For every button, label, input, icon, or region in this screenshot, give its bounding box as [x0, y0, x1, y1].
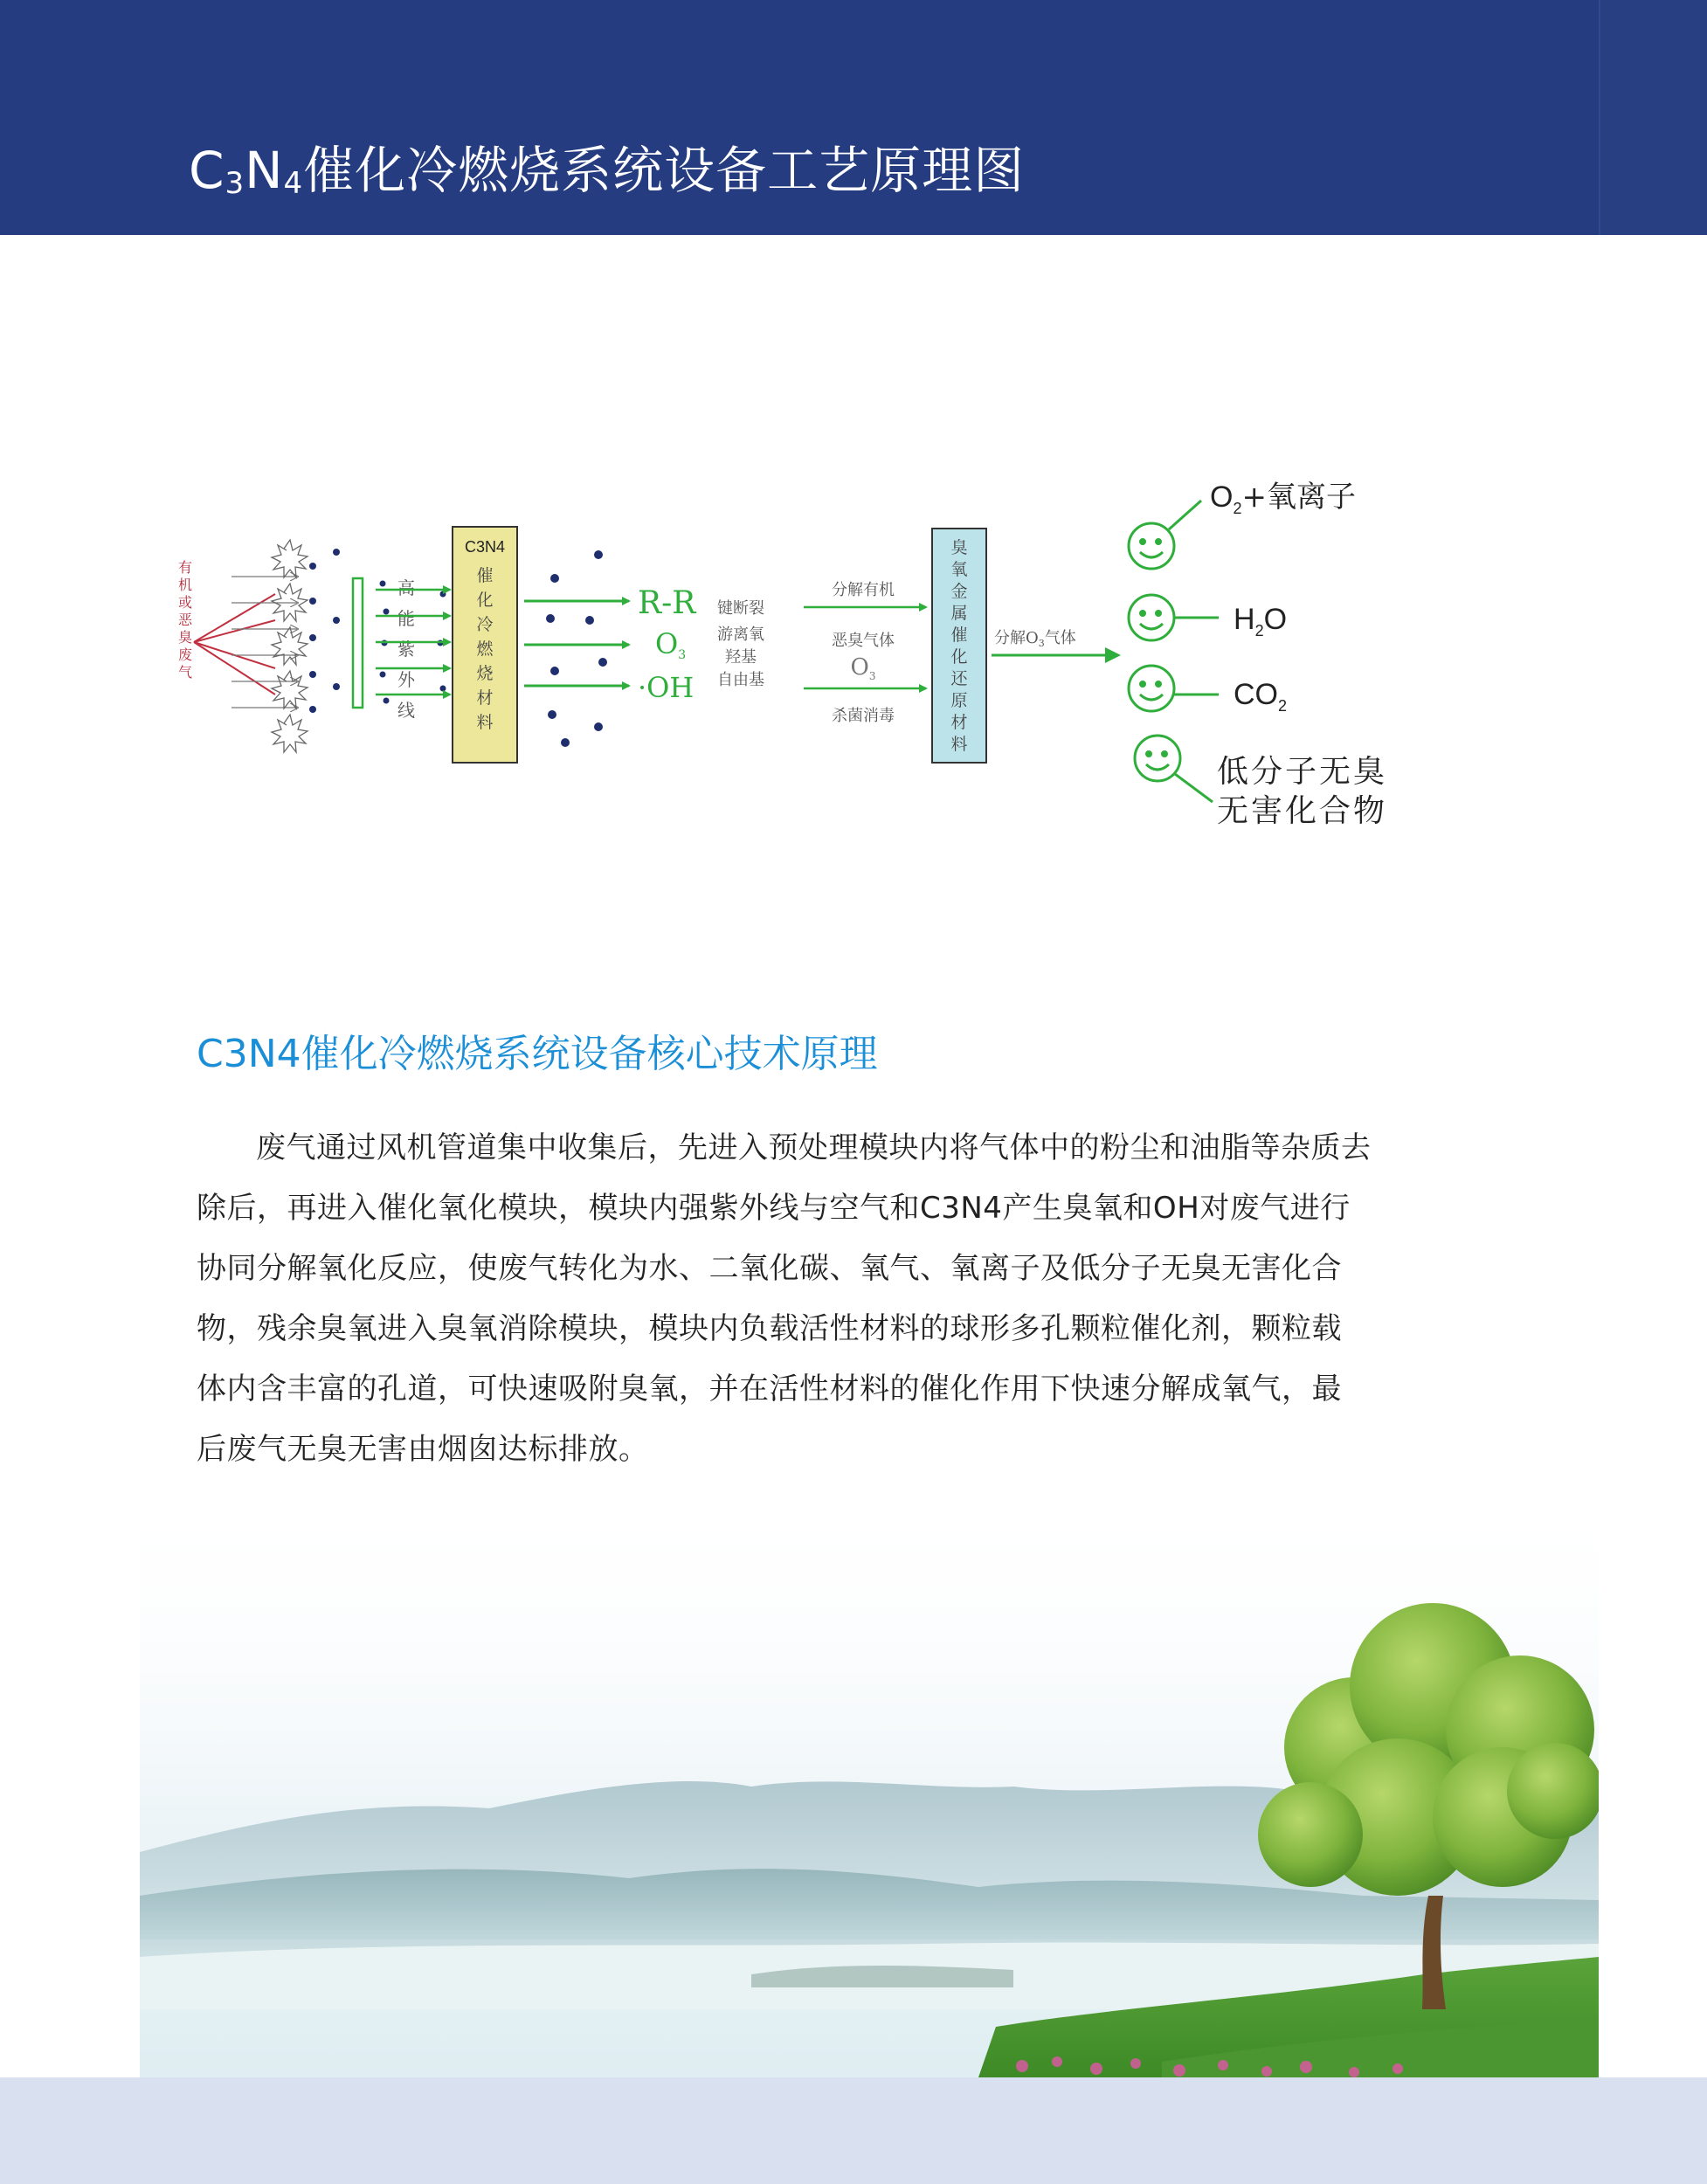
svg-text:杀菌消毒: 杀菌消毒 — [832, 707, 895, 725]
svg-text:CO2: $CO_2$ — [1234, 678, 1288, 715]
svg-text:游离氧: 游离氧 — [717, 625, 764, 644]
radical-description — [717, 599, 764, 689]
footer-band — [0, 2077, 1707, 2184]
svg-text:原: 原 — [950, 691, 968, 710]
svg-text:有: 有 — [177, 559, 193, 576]
c3n4-material-box — [453, 527, 517, 763]
svg-text:O3: O3 — [655, 627, 687, 662]
output-arrow-label: 分解$O_3$气体 — [994, 629, 1076, 649]
uv-label — [397, 577, 416, 721]
landscape-illustration — [140, 1485, 1599, 2077]
svg-text:高: 高 — [397, 577, 415, 598]
process-diagram — [157, 472, 1441, 874]
svg-text:·OH: ·OH — [638, 671, 695, 704]
body-paragraph-block — [197, 1118, 1372, 1480]
svg-text:氧: 氧 — [950, 560, 968, 579]
svg-text:C3N4: C3N4 — [464, 538, 506, 556]
header-edge-strip — [1599, 0, 1707, 235]
svg-text:材: 材 — [476, 688, 494, 708]
smiley-icon-o2 — [1129, 501, 1201, 569]
svg-text:废: 废 — [177, 646, 193, 663]
svg-text:能: 能 — [397, 608, 415, 629]
decomposition-description — [832, 581, 895, 725]
smiley-icons — [1129, 501, 1219, 802]
radical-arrows — [524, 601, 629, 686]
svg-text:催: 催 — [950, 625, 968, 645]
page-title: C3N4催化冷燃烧系统设备工艺原理图 — [189, 141, 1026, 201]
svg-text:O2+氧离子: $O_2+$氧离子 — [1210, 480, 1356, 517]
svg-text:烧: 烧 — [476, 664, 494, 683]
svg-text:化: 化 — [476, 591, 494, 610]
waste-gas-label — [178, 559, 193, 681]
svg-text:恶: 恶 — [177, 612, 193, 628]
svg-text:或: 或 — [177, 594, 193, 611]
svg-text:臭: 臭 — [950, 538, 968, 557]
uv-lamp — [353, 578, 363, 708]
svg-text:属: 属 — [950, 604, 968, 623]
ozone-catalyst-box — [932, 529, 986, 763]
section-heading: C3N4催化冷燃烧系统设备核心技术原理 — [197, 1032, 878, 1076]
svg-text:金: 金 — [950, 582, 968, 601]
smiley-icon-h2o — [1129, 595, 1219, 640]
body-paragraph: 废气通过风机管道集中收集后，先进入预处理模块内将气体中的粉尘和油脂等杂质去除后，再进入催化氧化模块，模块内强紫外线与空气和C3N4产生臭氧和OH对废气进行协同分解氧化反应，使废气转化为水、二氧化碳、氧气、氧离子及低分子无臭无害化合物，残余臭氧进入臭氧消除模块，模块内负载活性材料的球形多孔颗粒催化剂，颗粒载体内含丰富的孔道，可快速吸附臭氧，并在活性材料的催化作用下快速分解成氧气，最后废气无臭无害由烟囱达标排放。 — [197, 1130, 1372, 1467]
smiley-icon-co2 — [1129, 666, 1219, 711]
svg-text:分解有机: 分解有机 — [832, 581, 895, 599]
smiley-icon-compounds — [1135, 736, 1213, 802]
svg-text:化: 化 — [950, 647, 968, 667]
svg-text:料: 料 — [476, 713, 494, 732]
svg-text:机: 机 — [177, 577, 193, 593]
svg-text:还: 还 — [950, 669, 968, 688]
svg-text:键断裂: 键断裂 — [717, 599, 764, 618]
svg-text:紫: 紫 — [397, 639, 415, 660]
svg-text:H2O: $H_2O$ — [1234, 603, 1288, 639]
svg-text:无害化合物: 无害化合物 — [1217, 793, 1388, 829]
svg-text:外: 外 — [397, 669, 415, 690]
svg-text:料: 料 — [950, 735, 968, 754]
svg-text:自由基: 自由基 — [717, 671, 764, 689]
svg-text:O3: $O_3$ — [850, 654, 876, 682]
svg-text:气: 气 — [177, 664, 193, 681]
svg-text:冷: 冷 — [476, 615, 494, 634]
svg-text:羟基: 羟基 — [725, 648, 757, 667]
svg-text:恶臭气体: 恶臭气体 — [832, 632, 895, 650]
svg-text:R-R: R-R — [638, 585, 696, 621]
output-products — [1210, 480, 1387, 829]
svg-text:低分子无臭: 低分子无臭 — [1217, 754, 1388, 790]
svg-text:材: 材 — [950, 713, 968, 732]
gas-inlet-fan — [194, 594, 275, 695]
svg-text:燃: 燃 — [476, 639, 494, 659]
radicals — [638, 585, 696, 704]
svg-text:催: 催 — [476, 566, 494, 585]
svg-text:臭: 臭 — [177, 629, 193, 646]
svg-text:线: 线 — [397, 700, 415, 721]
particle-starbursts — [272, 540, 308, 752]
